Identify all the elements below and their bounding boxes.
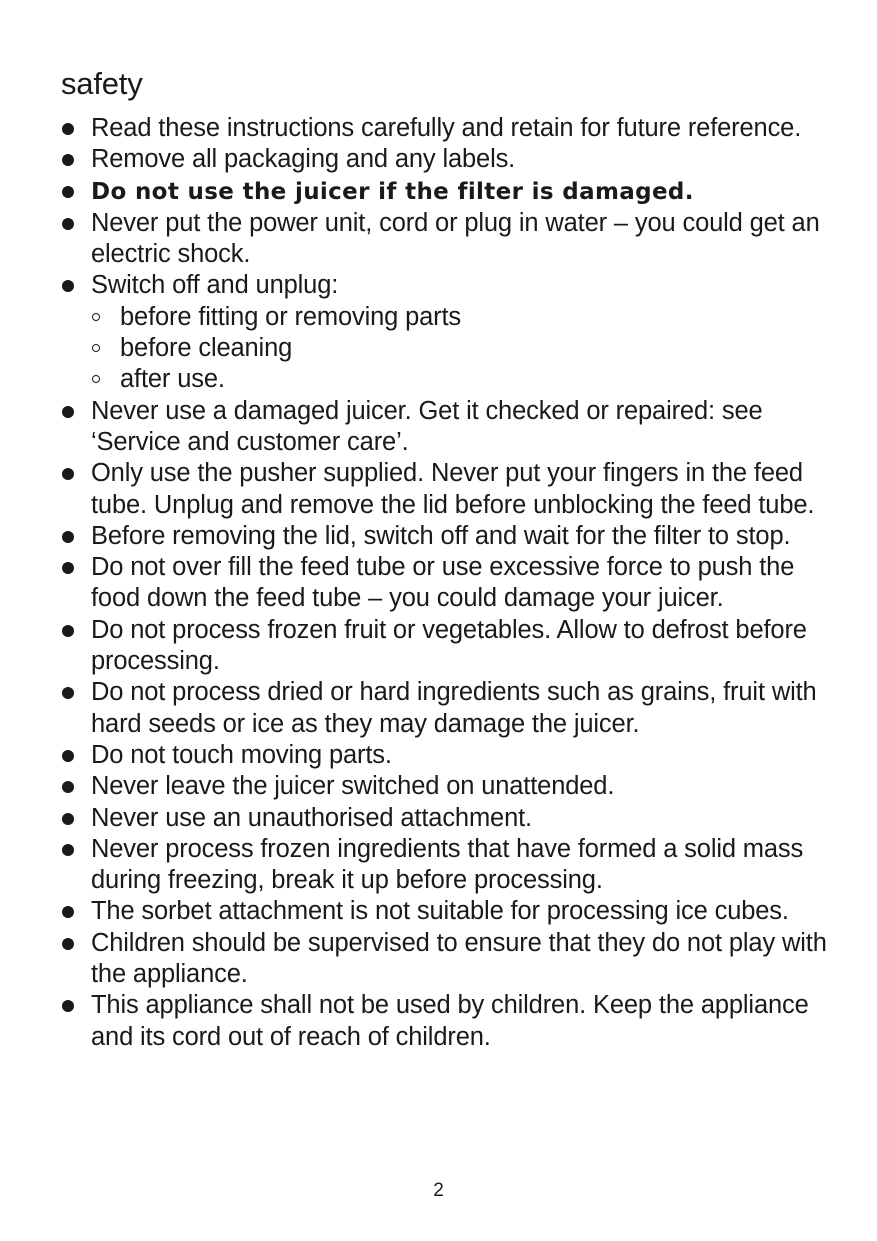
safety-item-text: The sorbet attachment is not suitable for processing ice cubes. [91, 897, 789, 926]
safety-item [0, 270, 877, 395]
safety-item-text: Never put the power unit, cord or plug in water – you could get an electric shock. [91, 208, 820, 269]
bullet-icon [62, 123, 74, 135]
safety-item-text: This appliance shall not be used by children. Keep the appliance and its cord out of reach of children. [91, 991, 809, 1051]
safety-subitem [91, 333, 837, 364]
safety-item-text: Remove all packaging and any labels. [91, 145, 516, 174]
safety-item [0, 396, 877, 459]
bullet-icon [62, 218, 74, 230]
safety-item [0, 521, 877, 552]
safety-item-text: Only use the pusher supplied. Never put your fingers in the feed tube. Unplug and remove the lid before unblocking the feed tube. [91, 459, 815, 519]
safety-item [0, 458, 877, 521]
safety-item [0, 990, 877, 1053]
hollow-bullet-icon [92, 375, 100, 383]
safety-item-text: Do not process dried or hard ingredients such as grains, fruit with hard seeds or ice as they may damage the juicer. [91, 678, 817, 738]
bullet-icon [62, 562, 74, 574]
safety-sublist [91, 302, 837, 396]
safety-item [0, 834, 877, 897]
safety-item-text: Never leave the juicer switched on unattended. [91, 772, 615, 801]
bullet-icon [62, 280, 74, 292]
bullet-icon [62, 844, 74, 856]
safety-item [0, 803, 877, 834]
safety-item [0, 615, 877, 678]
safety-item-text: Read these instructions carefully and retain for future reference. [91, 114, 802, 142]
safety-item [0, 113, 877, 144]
safety-item-text: Do not touch moving parts. [91, 740, 392, 769]
safety-item-text: Switch off and unplug: [91, 271, 339, 300]
safety-item-text: Never process frozen ingredients that have formed a solid mass during freezing, break it up before processing. [91, 834, 804, 895]
bullet-icon [62, 938, 74, 950]
safety-item [0, 928, 877, 991]
bullet-icon [62, 154, 74, 166]
bullet-icon [62, 781, 74, 793]
bullet-icon [62, 1000, 74, 1012]
bullet-icon [62, 625, 74, 637]
bullet-icon [62, 406, 74, 418]
safety-item [0, 144, 877, 175]
bullet-icon [62, 186, 74, 198]
bullet-icon [62, 813, 74, 825]
safety-item-text: Children should be supervised to ensure that they do not play with the appliance. [91, 928, 827, 989]
safety-item [0, 677, 877, 740]
bullet-icon [62, 531, 74, 543]
safety-item [0, 740, 877, 771]
safety-item [0, 771, 877, 802]
safety-list [0, 113, 877, 1053]
hollow-bullet-icon [92, 344, 100, 352]
safety-item-text: Never use an unauthorised attachment. [91, 803, 532, 832]
safety-item-warning [0, 176, 877, 208]
safety-item-text: Do not use the juicer if the filter is damaged. [91, 178, 694, 205]
section-heading: safety [61, 66, 143, 101]
hollow-bullet-icon [92, 313, 100, 321]
safety-item-text: Do not over fill the feed tube or use excessive force to push the food down the feed tube – you could damage your juicer. [91, 553, 795, 613]
safety-item [0, 896, 877, 927]
safety-item-text: Before removing the lid, switch off and wait for the filter to stop. [91, 521, 791, 550]
bullet-icon [62, 906, 74, 918]
safety-subitem [91, 364, 837, 395]
safety-subitem-text: before fitting or removing parts [120, 302, 462, 331]
bullet-icon [62, 468, 74, 480]
safety-item [0, 208, 877, 271]
safety-item [0, 552, 877, 615]
bullet-icon [62, 750, 74, 762]
safety-subitem [91, 302, 837, 333]
safety-subitem-text: before cleaning [120, 334, 293, 363]
safety-subitem-text: after use. [120, 365, 225, 394]
bullet-icon [62, 687, 74, 699]
page-number: 2 [433, 1180, 444, 1201]
safety-item-text: Do not process frozen fruit or vegetables. Allow to defrost before processing. [91, 615, 807, 676]
safety-item-text: Never use a damaged juicer. Get it checked or repaired: see ‘Service and customer care’. [91, 396, 763, 456]
